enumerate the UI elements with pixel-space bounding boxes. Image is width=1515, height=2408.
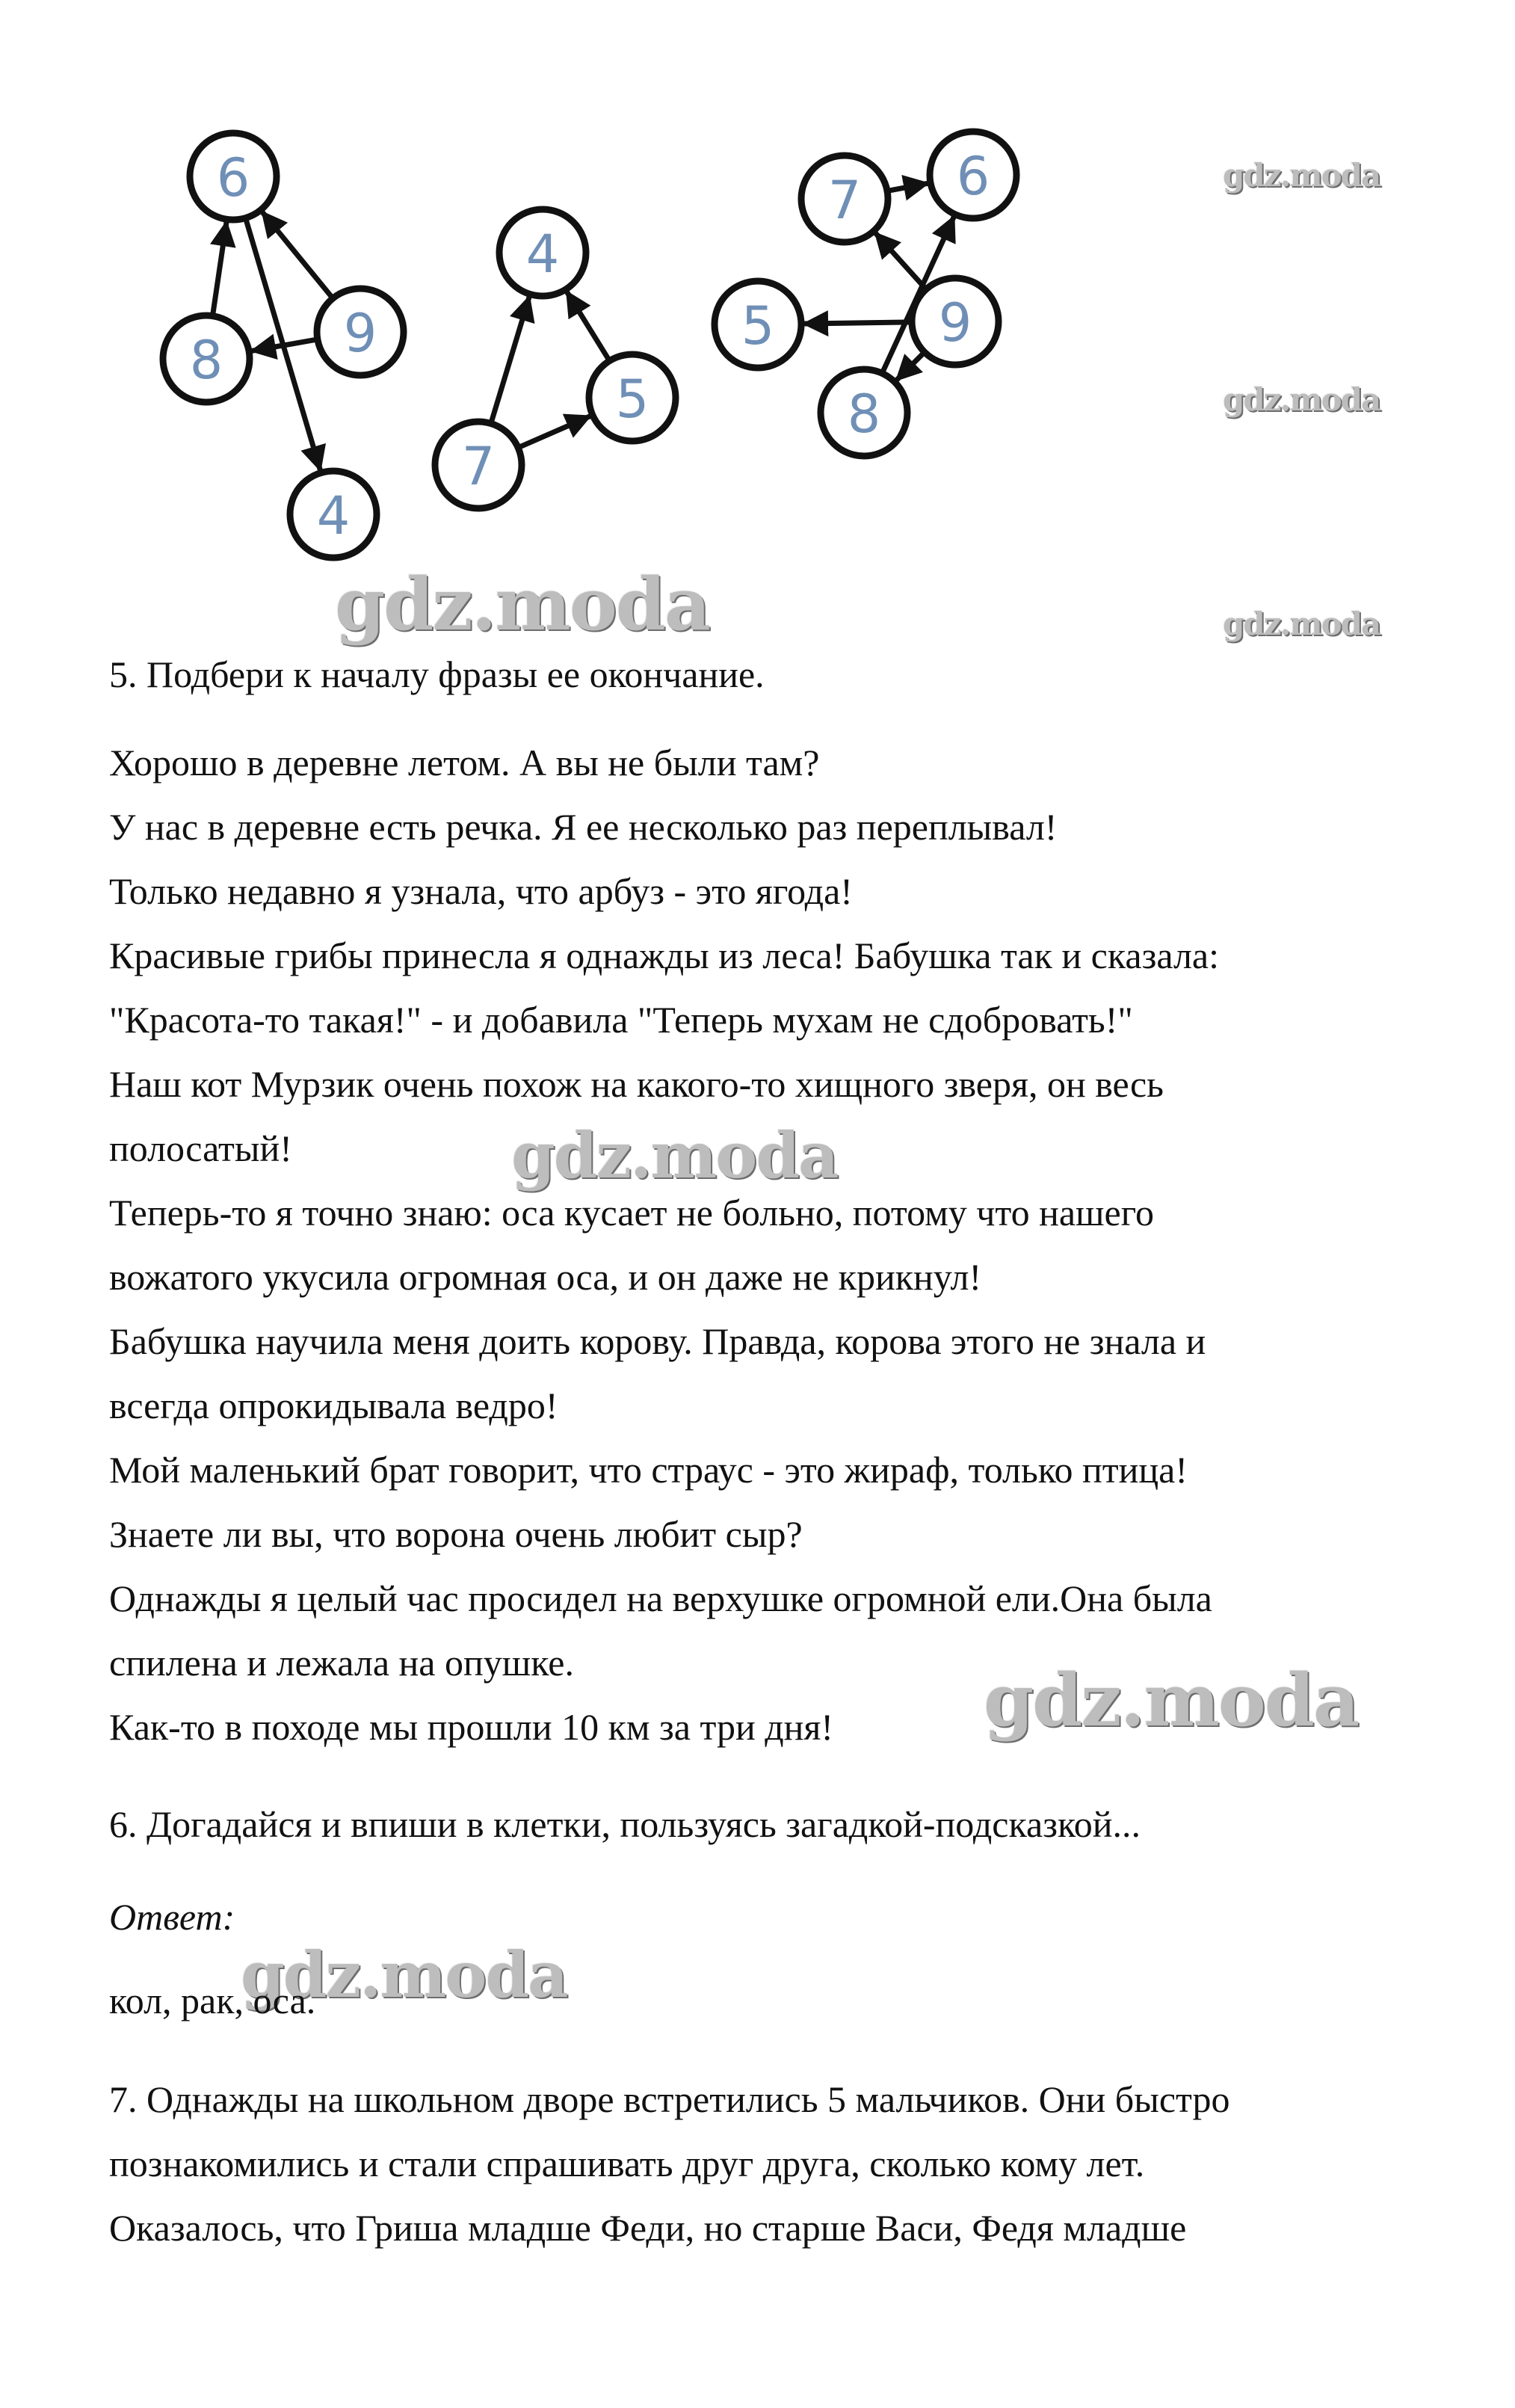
answer-label: Ответ: [109, 1896, 235, 1938]
graph-edge [567, 292, 610, 361]
task5-line: Наш кот Мурзик очень похож на какого-то хищного зверя, он весь [109, 1063, 1164, 1105]
task5-line: Как-то в походе мы прошли 10 км за три дня! [109, 1706, 834, 1748]
task6-heading: 6. Догадайся и впиши в клетки, пользуясь загадкой-подсказкой... [109, 1803, 1141, 1845]
graph-edge [262, 212, 333, 298]
answer-text: кол, рак, оса. [109, 1980, 316, 2021]
graph-2 [435, 209, 676, 508]
graph-edge [518, 416, 590, 448]
graph-node-label: 6 [216, 147, 250, 209]
task5-line: Теперь-то я точно знаю: оса кусает не больно, потому что нашего [109, 1192, 1154, 1234]
graph-edge [897, 352, 925, 380]
task5-line: вожатого укусила огромная оса, и он даже не крикнул! [109, 1256, 982, 1298]
task5-line: Бабушка научила меня доить корову. Правда, корова этого не знала и [109, 1320, 1206, 1362]
task5-line: Только недавно я узнала, что арбуз - это ягода! [109, 870, 853, 912]
task7-line: 7. Однажды на школьном дворе встретились 5 мальчиков. Они быстро [109, 2078, 1230, 2120]
graph-node-label: 4 [316, 485, 351, 546]
graph-1 [163, 133, 404, 558]
graph-node-label: 9 [938, 292, 972, 354]
task7-line: Оказалось, что Гриша младше Феди, но старше Васи, Федя младше [109, 2207, 1187, 2249]
graph-node-label: 7 [827, 170, 862, 231]
graph-node-label: 4 [525, 224, 560, 285]
task5-line: полосатый! [109, 1127, 292, 1169]
watermark: gdz.moda [1223, 157, 1380, 194]
graph-edge [212, 222, 226, 315]
task7-line: познакомились и стали спрашивать друг друга, сколько кому лет. [109, 2143, 1145, 2184]
task5-line: У нас в деревне есть речка. Я ее несколько раз переплывал! [109, 806, 1058, 848]
watermark: gdz.moda [511, 1118, 838, 1192]
graph-node-label: 8 [847, 384, 881, 445]
graph-edge [887, 183, 928, 191]
graph-node-label: 6 [956, 146, 990, 207]
task5-line: Красивые грибы принесла я однажды из леса! Бабушка так и сказала: [109, 934, 1220, 976]
task5-line: Однажды я целый час просидел на верхушке огромной ели.Она была [109, 1577, 1212, 1619]
task5-line: Знаете ли вы, что ворона очень любит сыр? [109, 1513, 803, 1555]
graph-edge [804, 322, 912, 324]
graph-diagrams [0, 0, 1515, 598]
task5-heading: 5. Подбери к началу фразы ее окончание. [109, 653, 765, 695]
watermark: gdz.moda [1223, 606, 1380, 642]
task5-line: Мой маленький брат говорит, что страус - это жираф, только птица! [109, 1449, 1188, 1491]
task5-line: спилена и лежала на опушке. [109, 1642, 574, 1684]
graph-node-label: 5 [615, 369, 649, 430]
graph-node-label: 8 [189, 330, 223, 391]
task5-line: Хорошо в деревне летом. А вы не были там? [109, 742, 820, 783]
watermark: gdz.moda [335, 562, 710, 647]
watermark: gdz.moda [984, 1658, 1359, 1743]
graph-edge [491, 297, 529, 423]
task5-line: всегда опрокидывала ведро! [109, 1385, 558, 1426]
graph-node-label: 5 [741, 295, 775, 357]
watermark: gdz.moda [1223, 381, 1380, 418]
graph-node-label: 7 [461, 436, 496, 497]
graph-edge [876, 233, 927, 289]
graph-3 [715, 132, 1016, 456]
graph-node-label: 9 [343, 303, 377, 364]
graph-edge [245, 218, 320, 470]
task5-line: "Красота-то такая!" - и добавила "Теперь мухам не сдобровать!" [109, 999, 1133, 1041]
watermark: gdz.moda [241, 1938, 567, 2012]
